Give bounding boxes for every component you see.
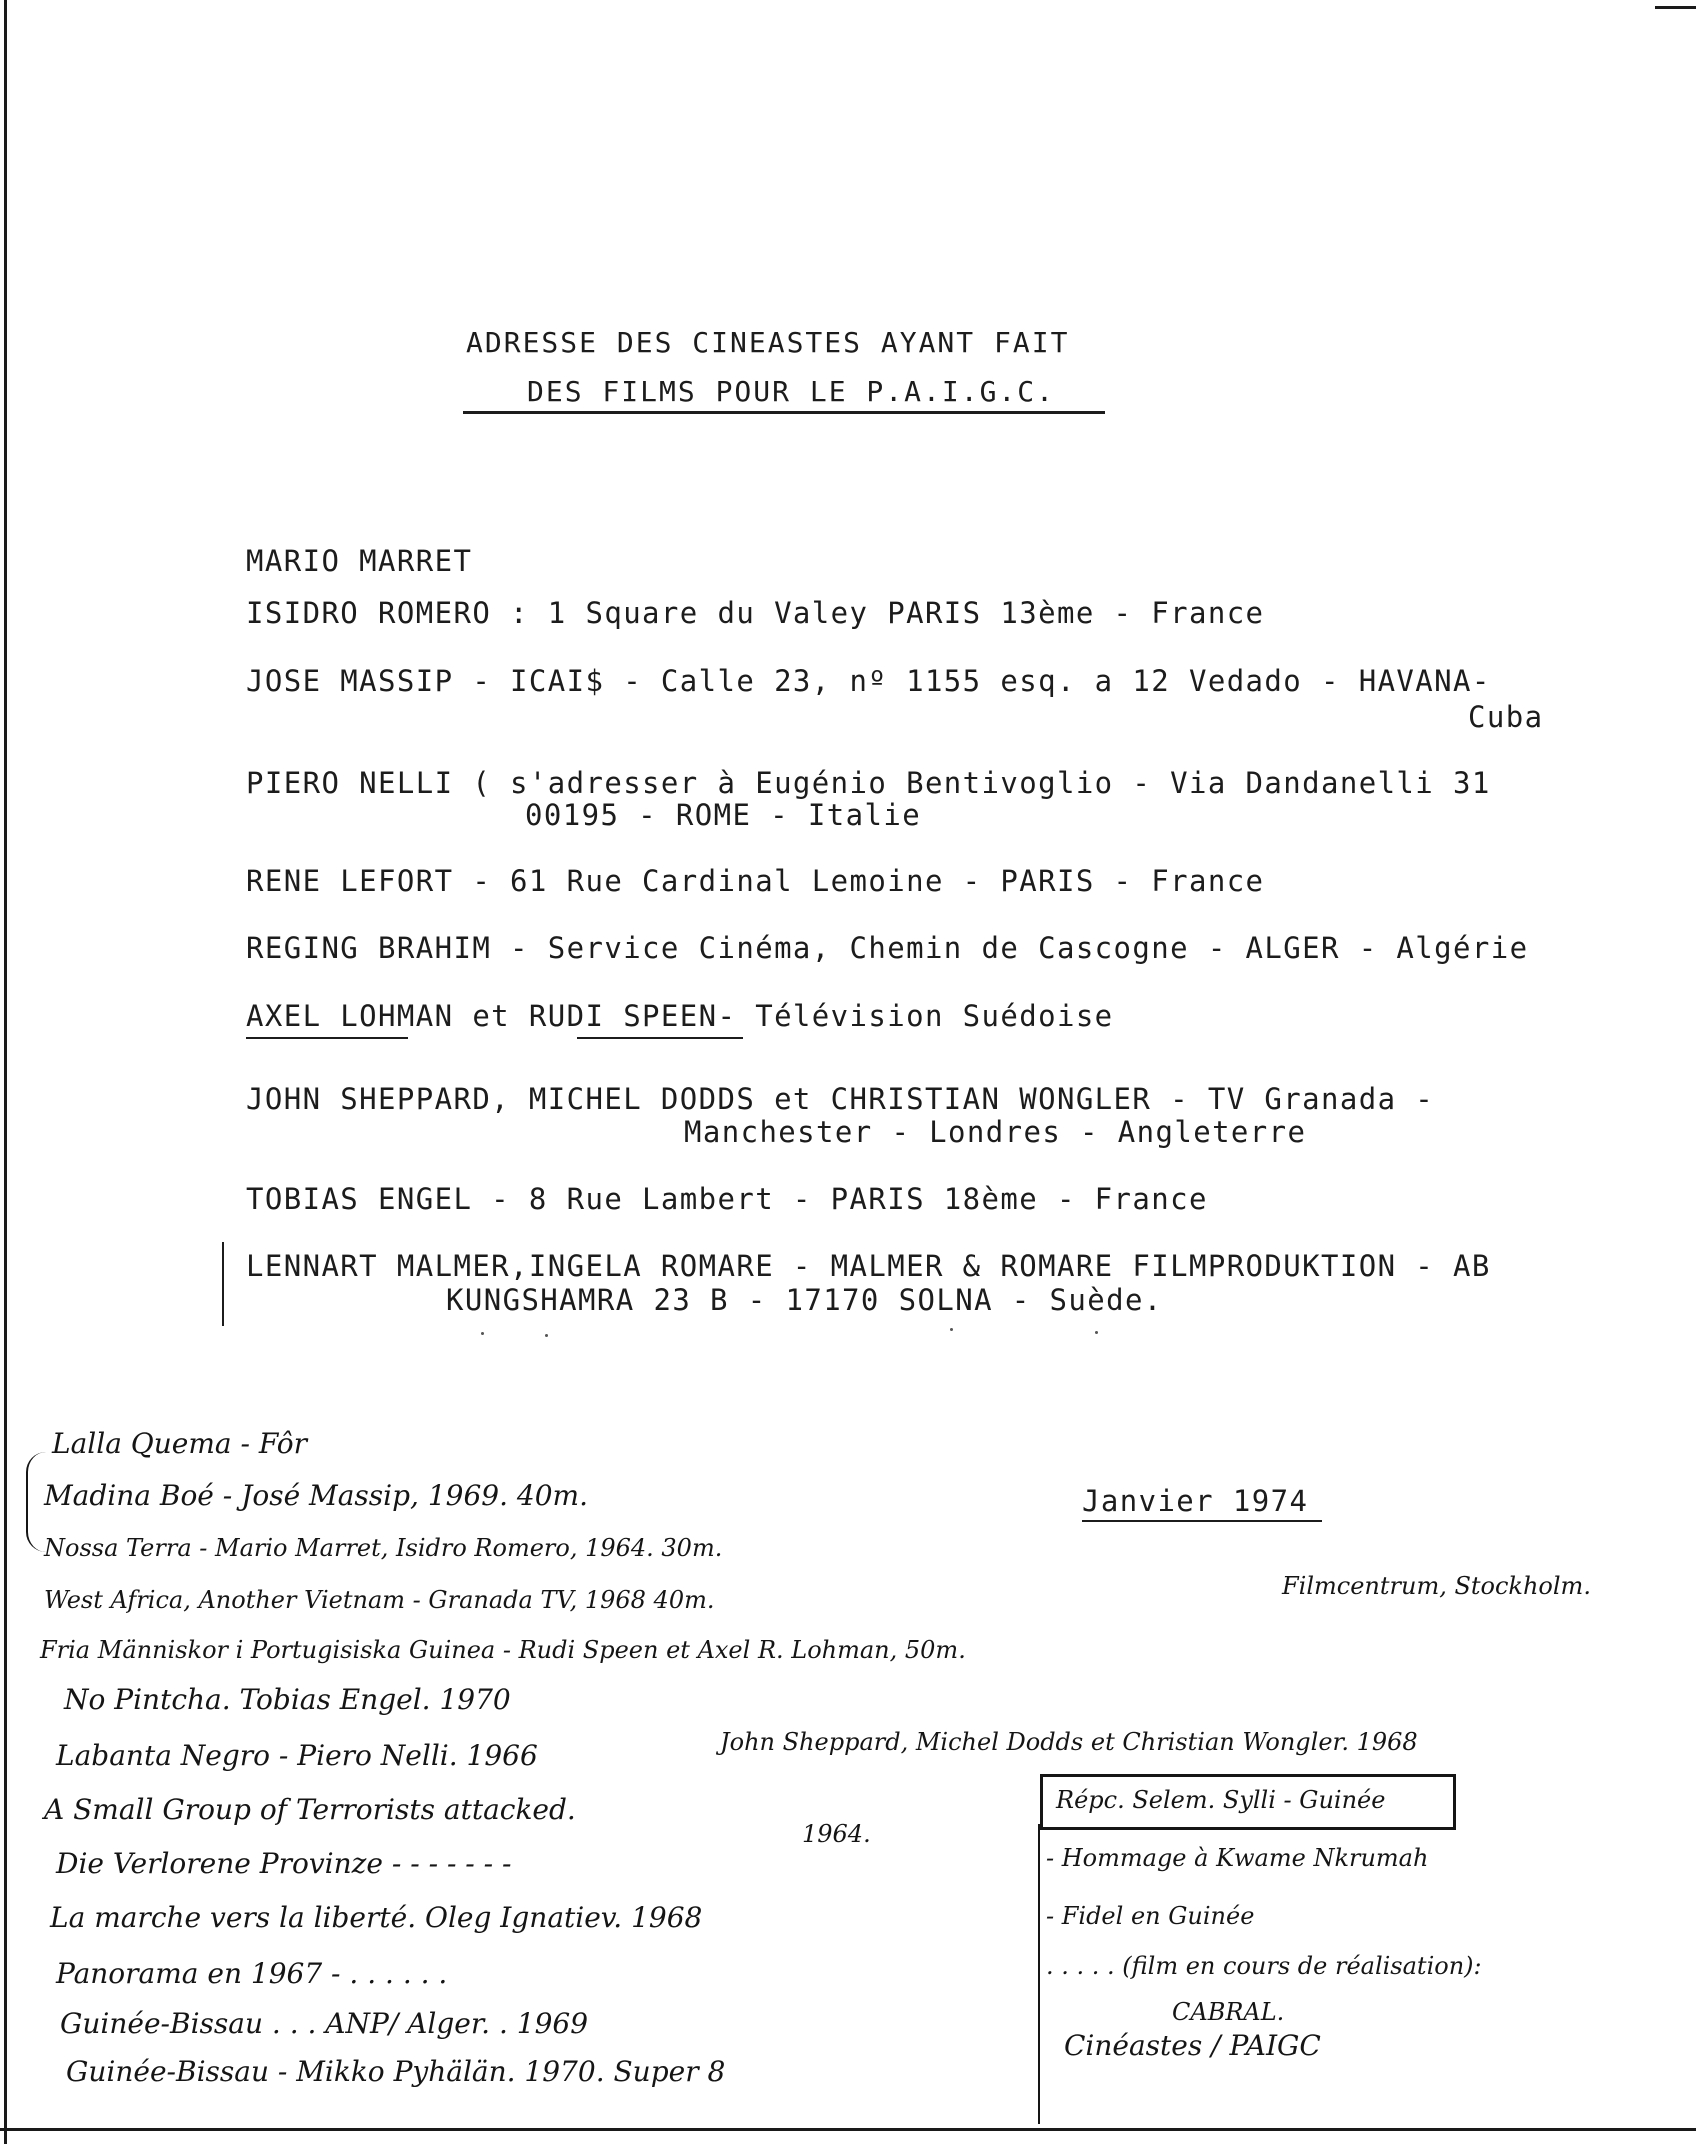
entry-rene-lefort: RENE LEFORT - 61 Rue Cardinal Lemoine - PARIS - France (246, 864, 1265, 898)
entry-tobias-engel: TOBIAS ENGEL - 8 Rue Lambert - PARIS 18ème - France (246, 1182, 1208, 1216)
entry-piero-nelli: PIERO NELLI ( s'adresser à Eugénio Bentivoglio - Via Dandanelli 31 (246, 766, 1491, 800)
title-line-2: DES FILMS POUR LE P.A.I.G.C. (527, 375, 1056, 408)
scan-edge-left (4, 0, 7, 2144)
handwritten-vertical-line (1038, 1824, 1040, 2124)
handwritten-note: Filmcentrum, Stockholm. (1282, 1572, 1591, 1600)
handwritten-note: 1964. (802, 1820, 871, 1848)
document-date: Janvier 1974 (1082, 1484, 1309, 1518)
speck (950, 1328, 953, 1331)
entry-lennart-malmer: LENNART MALMER,INGELA ROMARE - MALMER & ROMARE FILMPRODUKTION - AB (246, 1249, 1491, 1283)
entry-axel-lohman: AXEL LOHMAN et RUDI SPEEN- Télévision Suédoise (246, 999, 1114, 1033)
margin-mark (222, 1242, 224, 1326)
handwritten-note: Fria Människor i Portugisiska Guinea - Rudi Speen et Axel R. Lohman, 50m. (40, 1636, 966, 1664)
handwritten-note: Panorama en 1967 - . . . . . . (56, 1957, 448, 1990)
handwritten-note: . . . . . (film en cours de réalisation): (1046, 1952, 1482, 1980)
speck (1095, 1331, 1098, 1334)
handwritten-note: La marche vers la liberté. Oleg Ignatiev. 1968 (50, 1901, 703, 1934)
handwritten-box-title: Répc. Selem. Sylli - Guinée (1056, 1786, 1386, 1814)
title-underline (463, 411, 1105, 414)
date-underline (1082, 1520, 1322, 1522)
handwritten-note: No Pintcha. Tobias Engel. 1970 (64, 1683, 511, 1716)
underline-rudi-speen (577, 1037, 743, 1039)
entry-lennart-malmer-cont: KUNGSHAMRA 23 B - 17170 SOLNA - Suède. (446, 1283, 1163, 1317)
speck (481, 1332, 484, 1335)
handwritten-note: CABRAL. (1172, 1998, 1285, 2026)
entry-mario-marret: MARIO MARRET (246, 544, 473, 578)
handwritten-brace (26, 1452, 46, 1552)
underline-axel-lohman (246, 1037, 408, 1039)
handwritten-note: Labanta Negro - Piero Nelli. 1966 (56, 1739, 538, 1772)
entry-isidro-romero: ISIDRO ROMERO : 1 Square du Valey PARIS 13ème - France (246, 596, 1265, 630)
scan-edge-top (1655, 6, 1696, 9)
handwritten-note: Madina Boé - José Massip, 1969. 40m. (44, 1479, 588, 1512)
handwritten-note: John Sheppard, Michel Dodds et Christian Wongler. 1968 (720, 1728, 1418, 1756)
handwritten-note: Guinée-Bissau - Mikko Pyhälän. 1970. Super 8 (66, 2055, 726, 2088)
handwritten-note: Guinée-Bissau . . . ANP/ Alger. . 1969 (60, 2007, 589, 2040)
title-line-1: ADRESSE DES CINEASTES AYANT FAIT (466, 326, 1070, 359)
entry-john-sheppard: JOHN SHEPPARD, MICHEL DODDS et CHRISTIAN WONGLER - TV Granada - (246, 1082, 1435, 1116)
scan-edge-bottom (0, 2128, 1696, 2131)
entry-john-sheppard-cont: Manchester - Londres - Angleterre (684, 1115, 1307, 1149)
handwritten-note: - Hommage à Kwame Nkrumah (1046, 1844, 1429, 1872)
handwritten-note: A Small Group of Terrorists attacked. (44, 1793, 576, 1826)
handwritten-note: Die Verlorene Provinze - - - - - - - (56, 1847, 512, 1880)
handwritten-note: Lalla Quema - Fôr (52, 1427, 307, 1460)
entry-jose-massip-cont: Cuba (1468, 700, 1544, 734)
entry-reging-brahim: REGING BRAHIM - Service Cinéma, Chemin de Cascogne - ALGER - Algérie (246, 931, 1529, 965)
handwritten-note: Nossa Terra - Mario Marret, Isidro Romero, 1964. 30m. (44, 1534, 723, 1562)
handwritten-note: - Fidel en Guinée (1046, 1902, 1255, 1930)
entry-piero-nelli-cont: 00195 - ROME - Italie (525, 798, 922, 832)
handwritten-note: Cinéastes / PAIGC (1064, 2029, 1321, 2062)
handwritten-note: West Africa, Another Vietnam - Granada TV, 1968 40m. (44, 1586, 715, 1614)
speck (545, 1334, 548, 1337)
entry-jose-massip: JOSE MASSIP - ICAI$ - Calle 23, nº 1155 esq. a 12 Vedado - HAVANA- (246, 664, 1491, 698)
